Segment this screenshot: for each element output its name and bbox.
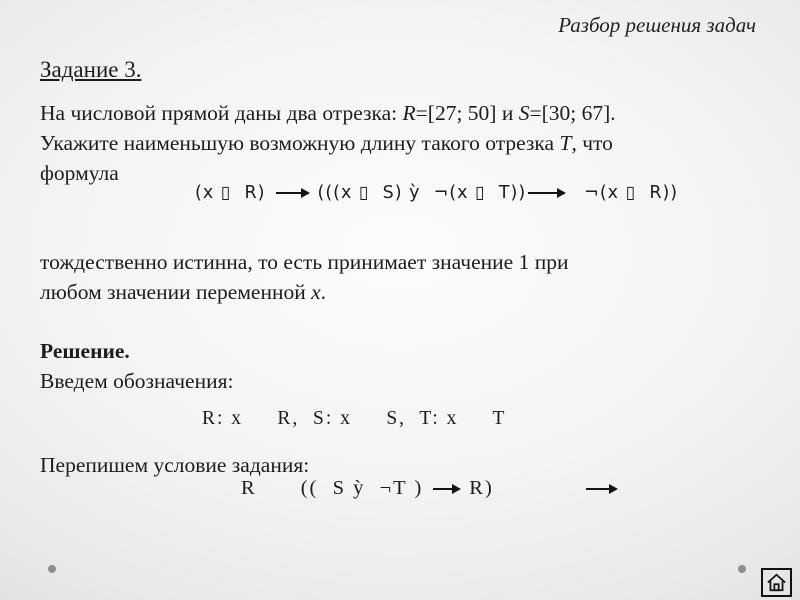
slide-header: Разбор решения задач [558,13,756,37]
arrow-icon [276,192,308,194]
arrow-icon [528,192,564,194]
problem-statement [40,98,616,188]
var-x: x [311,280,321,304]
home-button[interactable] [761,568,792,597]
solution-label: Решение. [40,339,130,363]
problem-line-1: На числовой прямой даны два отрезка: R=[27; 50] и S=[30; 67]. [40,101,616,125]
home-icon [766,573,787,592]
arrow-icon [433,488,459,490]
rewritten-formula [241,477,616,500]
rewrite-label: Перепишем условие задания: [40,453,310,477]
formula-left: (x ▯ R) [195,183,266,203]
var-s: S [518,101,530,125]
problem-line-3: формула [40,161,119,185]
formula-right: ¬(x ▯ R)) [584,183,679,203]
problem-line-2: Укажите наименьшую возможную длину такого отрезка T, что [40,131,613,155]
formula-middle: (((x ▯ S) ỳ ¬(x ▯ T)) [317,183,527,203]
notation-formula: R: x R, S: x S, T: x T [202,408,507,429]
solution-block [40,336,233,396]
slide-dot [48,565,56,573]
main-formula [195,183,678,203]
identity-line-1: тождественно истинна, то есть принимает значение 1 при [40,250,569,274]
rewritten-body: (( S ỳ ¬T ) [300,477,424,499]
var-r: R [402,101,416,125]
identity-text [40,247,568,307]
rewritten-r: R [241,477,257,499]
identity-line-2: любом значении переменной x. [40,280,327,304]
notation-intro: Введем обозначения: [40,369,234,393]
task-title: Задание 3. [40,57,142,82]
arrow-icon [586,488,616,490]
rewritten-tail: R) [469,477,494,499]
slide-dot [738,565,746,573]
var-t: T [559,131,572,155]
